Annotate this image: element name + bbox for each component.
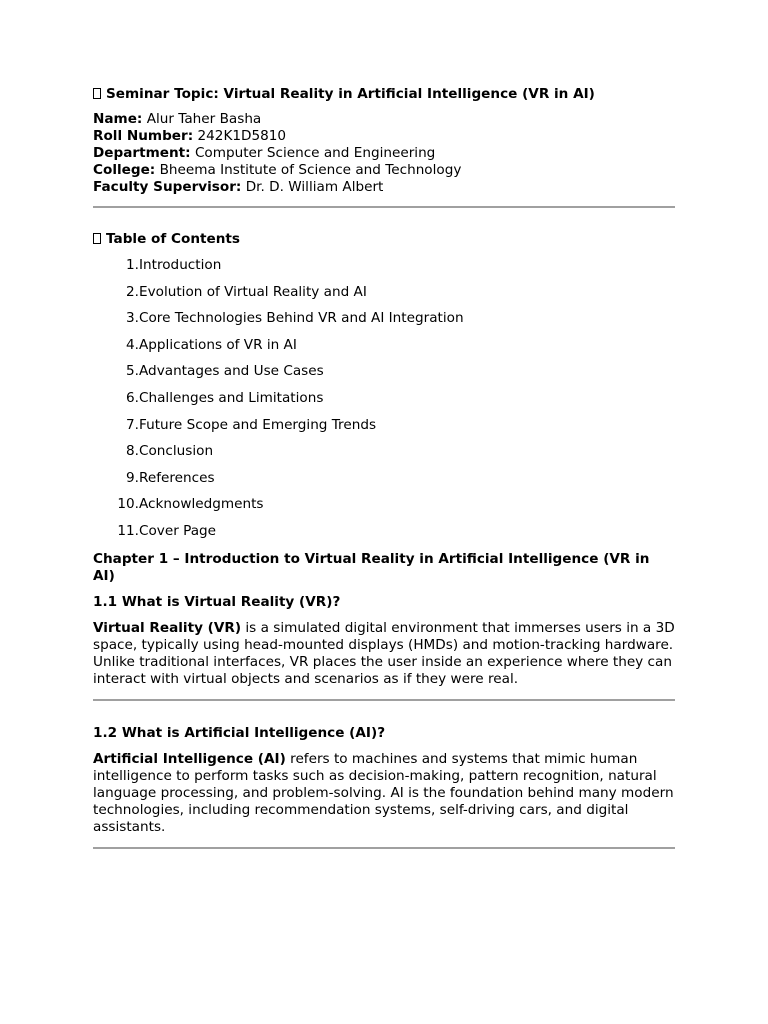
toc-item	[93, 496, 675, 523]
toc-item-number: 3.	[126, 310, 139, 327]
toc-item	[93, 337, 675, 364]
name-line	[93, 111, 675, 128]
toc-list	[93, 257, 675, 550]
vr-definition: is a simulated digital environment that immerses users in a 3D space, typically using head-mounted displays (HMDs) and motion-tracking hardware. Unlike traditional interfaces, VR places the user inside an experience where they can interact with virtual objects and scenarios as if they were real.	[93, 619, 675, 687]
department-value: Computer Science and Engineering	[194, 145, 436, 161]
college-label: College:	[93, 162, 156, 178]
toc-item	[93, 443, 675, 470]
toc-item	[93, 390, 675, 417]
department-line	[93, 145, 675, 162]
toc-item	[93, 363, 675, 390]
toc-item-text: Future Scope and Emerging Trends	[139, 416, 377, 433]
toc-item-number: 9.	[126, 469, 139, 486]
roll-number-value: 242K1D5810	[197, 128, 287, 144]
toc-item	[93, 310, 675, 337]
toc-item-number: 6.	[126, 389, 139, 406]
toc-item-text: Core Technologies Behind VR and AI Integration	[139, 310, 464, 327]
toc-item-text: Introduction	[139, 257, 222, 273]
horizontal-rule	[93, 206, 675, 208]
toc-item-number: 1.	[126, 257, 139, 273]
toc-item-text: Cover Page	[139, 522, 217, 539]
ai-term: Artificial Intelligence (AI)	[93, 750, 286, 767]
toc-item-number: 7.	[126, 416, 139, 433]
section-heading-ai: 1.2 What is Artificial Intelligence (AI)?	[93, 724, 386, 741]
toc-item-text: Applications of VR in AI	[139, 336, 297, 353]
box-glyph-icon	[93, 233, 101, 244]
toc-item	[93, 417, 675, 444]
toc-item-number: 5.	[126, 363, 139, 380]
seminar-topic-text: Seminar Topic: Virtual Reality in Artificial Intelligence (VR in AI)	[106, 86, 595, 102]
horizontal-rule	[93, 847, 675, 849]
college-line	[93, 162, 675, 179]
college-value: Bheema Institute of Science and Technology	[159, 162, 462, 178]
toc-heading	[93, 231, 675, 248]
toc-item-number: 8.	[126, 443, 139, 460]
roll-number-label: Roll Number:	[93, 128, 194, 144]
document-page	[93, 86, 675, 849]
toc-item-text: Advantages and Use Cases	[139, 363, 324, 380]
toc-item	[93, 257, 675, 284]
toc-item-number: 10.	[117, 496, 139, 513]
roll-number-line	[93, 128, 675, 145]
ai-definition: refers to machines and systems that mimic human intelligence to perform tasks such as decision-making, pattern recognition, natural language processing, and problem-solving. AI is the foundation behind many modern technologies, including recommendation systems, self-driving cars, and digital assistants.	[93, 750, 674, 835]
vr-term: Virtual Reality (VR)	[93, 619, 242, 636]
toc-item-text: References	[139, 469, 215, 486]
name-value: Alur Taher Basha	[146, 111, 262, 127]
toc-heading-text: Table of Contents	[106, 231, 240, 247]
toc-item-number: 4.	[126, 336, 139, 353]
box-glyph-icon	[93, 88, 101, 99]
horizontal-rule	[93, 699, 675, 701]
toc-item	[93, 284, 675, 311]
name-label: Name:	[93, 111, 143, 127]
department-label: Department:	[93, 145, 191, 161]
ai-paragraph	[93, 751, 675, 836]
supervisor-line	[93, 179, 675, 196]
toc-item-number: 2.	[126, 283, 139, 300]
section-heading-vr: 1.1 What is Virtual Reality (VR)?	[93, 593, 341, 610]
supervisor-value: Dr. D. William Albert	[245, 179, 384, 195]
seminar-topic-heading	[93, 86, 675, 103]
toc-item-text: Acknowledgments	[139, 496, 264, 513]
toc-item	[93, 470, 675, 497]
toc-item-number: 11.	[117, 522, 139, 539]
toc-item-text: Conclusion	[139, 443, 214, 460]
chapter-title: Chapter 1 – Introduction to Virtual Reality in Artificial Intelligence (VR in AI)	[93, 550, 650, 584]
vr-paragraph	[93, 620, 675, 688]
toc-item	[93, 523, 675, 550]
supervisor-label: Faculty Supervisor:	[93, 179, 242, 195]
toc-item-text: Evolution of Virtual Reality and AI	[139, 283, 367, 300]
toc-item-text: Challenges and Limitations	[139, 389, 324, 406]
